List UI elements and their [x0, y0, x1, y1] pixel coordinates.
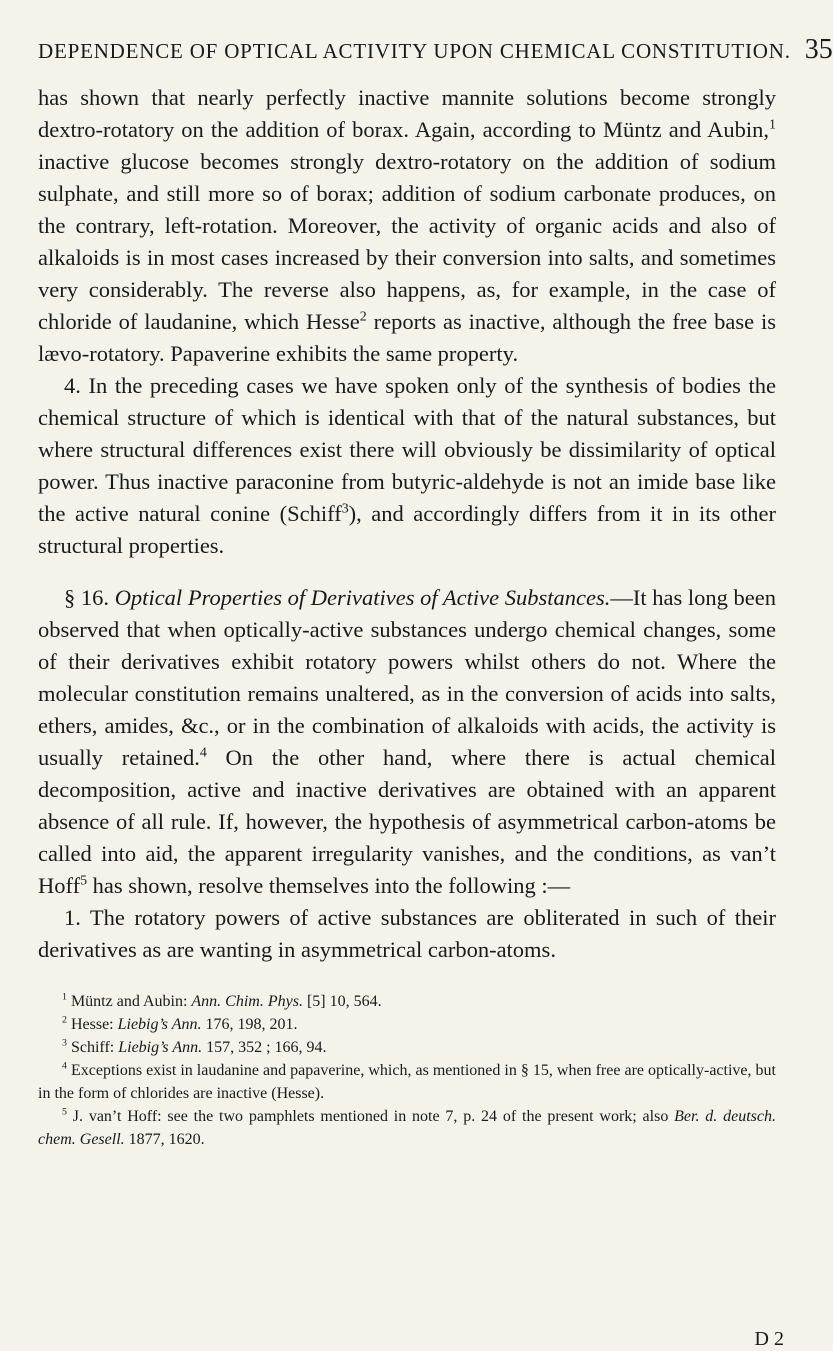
footnote-ref-3[interactable]: 3: [341, 501, 349, 517]
footnote-mark: 3: [62, 1037, 67, 1049]
paragraph-point-4: [38, 370, 776, 562]
footnote-mark: 1: [62, 991, 67, 1003]
body-text: [38, 82, 776, 966]
section-heading: [64, 585, 633, 610]
footnote-mark: 5: [62, 1106, 67, 1118]
text-run: has shown, resolve themselves into the following :—: [87, 873, 571, 898]
paragraph-section-16: [38, 582, 776, 902]
footnote-1: [38, 990, 776, 1013]
footnote-ref-1[interactable]: 1: [769, 117, 776, 133]
footnote-ref-2[interactable]: 2: [359, 309, 367, 325]
footnote-2: [38, 1013, 776, 1036]
section-title: Optical Properties of Derivatives of Active Substances.: [114, 585, 611, 610]
footnote-citation: 176, 198, 201.: [201, 1016, 298, 1033]
running-title: DEPENDENCE OF OPTICAL ACTIVITY UPON CHEMICAL CONSTITUTION.: [38, 39, 791, 63]
footnote-ref-5[interactable]: 5: [80, 873, 88, 889]
text-run: inactive glucose becomes strongly dextro-rotatory on the addition of sodium sulphate, and still more so of borax; addition of sodium carbonate produces, on the contrary, left-rotation. Moreover, the activity of organic acids and also of alkaloids is in most cases increased by their conversion into salts, and sometimes very considerably. The reverse also happens, as, for example, in the case of chloride of laudanine, which Hesse: [38, 149, 776, 334]
section-dash: —: [610, 585, 633, 610]
running-head: [38, 34, 833, 66]
text-run: ), and accordingly differs from it in its other structural properties.: [38, 501, 776, 558]
footnote-mark: 4: [62, 1060, 67, 1072]
section-number: § 16.: [64, 585, 110, 610]
text-run: has shown that nearly perfectly inactive mannite solutions become strongly dextro-rotatory on the addition of borax. Again, according to Müntz and Aubin,: [38, 85, 776, 142]
footnote-ref-4[interactable]: 4: [199, 745, 207, 761]
footnote-text: J. van’t Hoff: see the two pamphlets mentioned in note 7, p. 24 of the present work; also: [66, 1108, 675, 1125]
paragraph-continuation: [38, 82, 776, 370]
footnote-mark: 2: [62, 1014, 67, 1026]
footnotes: [38, 990, 776, 1151]
footnote-text: Hesse:: [66, 1016, 118, 1033]
text-run: 1. The rotatory powers of active substances are obliterated in such of their derivatives as are wanting in asymmetrical carbon-atoms.: [38, 905, 776, 962]
text-run: reports as inactive, although the free base is lævo-rotatory. Papaverine exhibits the same property.: [38, 309, 776, 366]
text-run: On the other hand, where there is actual chemical decomposition, active and inactive derivatives are obtained with an apparent absence of all rule. If, however, the hypothesis of asymmetrical carbon-atoms be called into aid, the apparent irregularity vanishes, and the conditions, as van’t Hoff: [38, 745, 776, 898]
paragraph-rule-1: [38, 902, 776, 966]
footnote-citation: [5] 10, 564.: [302, 993, 382, 1010]
footnote-text: Schiff:: [66, 1039, 119, 1056]
footnote-source: Liebig’s Ann.: [117, 1016, 202, 1033]
footnote-source: Ber. d. deutsch. chem. Gesell.: [38, 1108, 776, 1148]
footnote-citation: 157, 352 ; 166, 94.: [202, 1039, 327, 1056]
text-run: It has long been observed that when optically-active substances undergo chemical changes, some of their derivatives exhibit rotatory powers whilst others do not. Where the molecular constitution remains unaltered, as in the conversion of acids into salts, ethers, amides, &c., or in the combination of alkaloids with acids, the activity is usually retained.: [38, 585, 776, 770]
text-run: 4. In the preceding cases we have spoken only of the synthesis of bodies the chemical structure of which is identical with that of the natural substances, but where structural differences exist there will obviously be dissimilarity of optical power. Thus inactive paraconine from butyric-aldehyde is not an imide base like the active natural conine (Schiff: [38, 373, 776, 526]
page-number: 35: [804, 34, 833, 65]
footnote-text: Müntz and Aubin:: [66, 993, 192, 1010]
footnote-3: [38, 1036, 776, 1059]
book-page: [38, 34, 833, 1324]
footnote-citation: 1877, 1620.: [124, 1131, 205, 1148]
footnote-source: Ann. Chim. Phys.: [191, 993, 303, 1010]
footnote-5: [38, 1105, 776, 1151]
signature-mark: D 2: [754, 1328, 784, 1350]
footnote-text: Exceptions exist in laudanine and papaverine, which, as mentioned in § 15, when free are optically-active, but in the form of chlorides are inactive (Hesse).: [38, 1062, 776, 1102]
footnote-4: [38, 1059, 776, 1105]
footnote-source: Liebig’s Ann.: [118, 1039, 203, 1056]
